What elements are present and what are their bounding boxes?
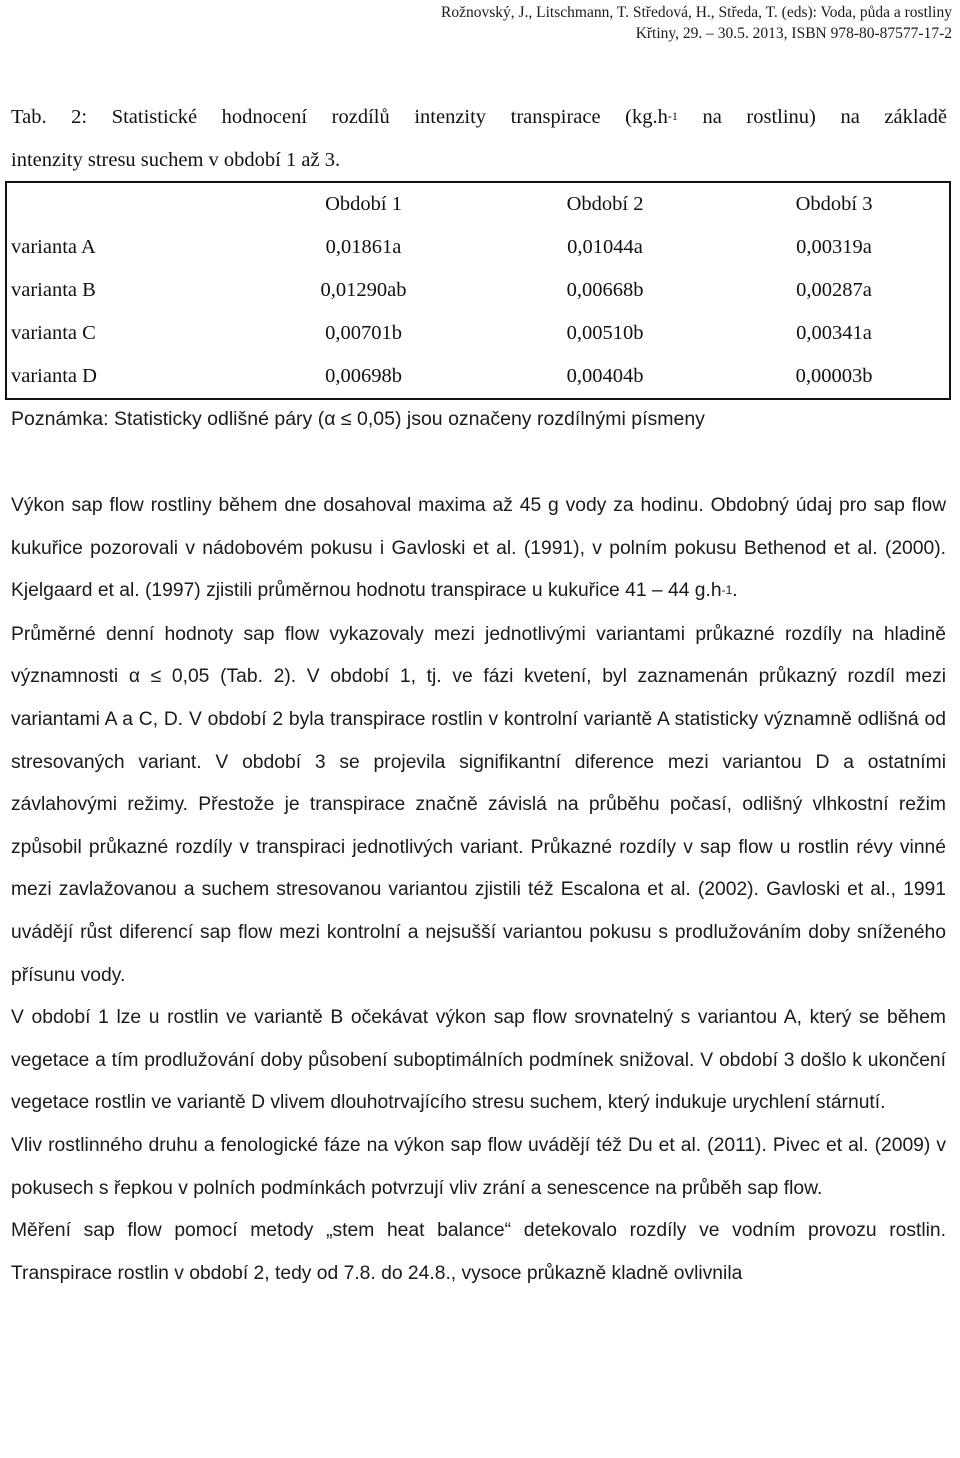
- table-cell: 0,01290ab: [320, 279, 407, 301]
- table-header-cell: [6, 182, 236, 226]
- paragraph-text: Měření sap flow pomocí metody „stem heat balance“ detekovalo rozdíly ve vodním provozu rostlin. Transpirace rostlin v období 2, tedy od 7.8. do 24.8., vysoce průkazně kladně ovlivnila: [11, 1220, 946, 1284]
- statistics-table: [5, 181, 951, 400]
- table-cell: 0,00319a: [796, 236, 872, 258]
- paragraph-text: Vliv rostlinného druhu a fenologické fáze na výkon sap flow uvádějí též Du et al. (2011). Pivec et al. (2009) v pokusech s řepkou v polních podmínkách potvrzují vliv zrání a senescence na průběh sap flow.: [11, 1134, 946, 1199]
- caption-text-end: na rostlinu) na základě: [677, 106, 947, 128]
- paragraph: [11, 485, 946, 614]
- table-header-cell: Období 2: [566, 193, 644, 215]
- paragraph: [11, 614, 946, 997]
- table-caption-line-1: [11, 97, 947, 140]
- paragraph: [11, 1125, 946, 1210]
- table-cell: 0,00698b: [325, 365, 402, 387]
- table-row: [6, 269, 950, 312]
- table-caption-line-2: intenzity stresu suchem v období 1 až 3.: [11, 149, 341, 171]
- paragraph: [11, 997, 946, 1125]
- table-cell: 0,00510b: [566, 322, 644, 344]
- table-cell: 0,00668b: [566, 279, 644, 301]
- paragraph-text: Průměrné denní hodnoty sap flow vykazovaly mezi jednotlivými variantami průkazné rozdíly na hladině významnosti α ≤ 0,05 (Tab. 2). V období 1, tj. ve fázi kvetení, byl zaznamenán průkazný rozdíl mezi variantami A a C, D. V období 2 byla transpirace rostlin v kontrolní variantě A statisticky významně odlišná od stresovaných variant. V období 3 se projevila signifikantní diference mezi variantou D a ostatními závlahovými režimy. Přestože je transpirace značně závislá na průběhu počasí, odlišný vlhkostní režim způsobil průkazné rozdíly v transpiraci jednotlivých variant. Průkazné rozdíly v sap flow u rostlin révy vinné mezi zavlažovanou a suchem stresovanou variantou zjistili též Escalona et al. (2002). Gavloski et al., 1991 uvádějí růst diferencí sap flow mezi kontrolní a nejsušší variantou pokusu s prodlužováním doby sníženého přísunu vody.: [11, 623, 946, 986]
- table-header-cell: Období 1: [325, 193, 402, 215]
- table-cell: 0,00701b: [325, 322, 402, 344]
- table-caption: [11, 97, 947, 181]
- table-cell: 0,01044a: [567, 236, 643, 258]
- table-cell: 0,00003b: [795, 365, 873, 387]
- table-header-row: [6, 182, 950, 226]
- table-cell: 0,00404b: [566, 365, 644, 387]
- caption-text: Tab. 2: Statistické hodnocení rozdílů intenzity transpirace (kg.h: [11, 106, 668, 128]
- paragraph-text-end: .: [732, 580, 738, 602]
- caption-superscript: -1: [667, 109, 678, 123]
- table-note: Poznámka: Statisticky odlišné páry (α ≤ 0,05) jsou označeny rozdílnými písmeny: [11, 408, 705, 430]
- table-cell: 0,00341a: [796, 322, 872, 344]
- table-row-label: varianta C: [11, 322, 96, 344]
- running-header-line-2: Křtiny, 29. – 30.5. 2013, ISBN 978-80-87577-17-2: [635, 25, 952, 42]
- body-text: [11, 485, 946, 1295]
- table-row-label: varianta B: [11, 279, 96, 301]
- table-row-label: varianta D: [11, 365, 97, 387]
- running-header: [441, 2, 952, 44]
- paragraph: [11, 1210, 946, 1295]
- table-cell: 0,00287a: [796, 279, 872, 301]
- table-row: [6, 355, 950, 399]
- paragraph-text: V období 1 lze u rostlin ve variantě B očekávat výkon sap flow srovnatelný s variantou A, který se během vegetace a tím prodlužování doby působení suboptimálních podmínek snižoval. V období 3 došlo k ukončení vegetace rostlin ve variantě D vlivem dlouhotrvajícího stresu suchem, který indukuje urychlení stárnutí.: [11, 1007, 946, 1114]
- table-header-cell: Období 3: [795, 193, 873, 215]
- table-cell: 0,01861a: [325, 236, 402, 258]
- table-row-label: varianta A: [11, 236, 96, 258]
- running-header-line-1: Rožnovský, J., Litschmann, T. Středová, H., Středa, T. (eds): Voda, půda a rostliny: [440, 4, 952, 21]
- table-row: [6, 226, 950, 269]
- table-row: [6, 312, 950, 355]
- paragraph-superscript: -1: [721, 583, 733, 598]
- paragraph-text: Výkon sap flow rostliny během dne dosahoval maxima až 45 g vody za hodinu. Obdobný údaj pro sap flow kukuřice pozorovali v nádobovém pokusu i Gavloski et al. (1991), v polním pokusu Bethenod et al. (2000). Kjelgaard et al. (1997) zjistili průměrnou hodnotu transpirace u kukuřice 41 – 44 g.h: [11, 495, 946, 602]
